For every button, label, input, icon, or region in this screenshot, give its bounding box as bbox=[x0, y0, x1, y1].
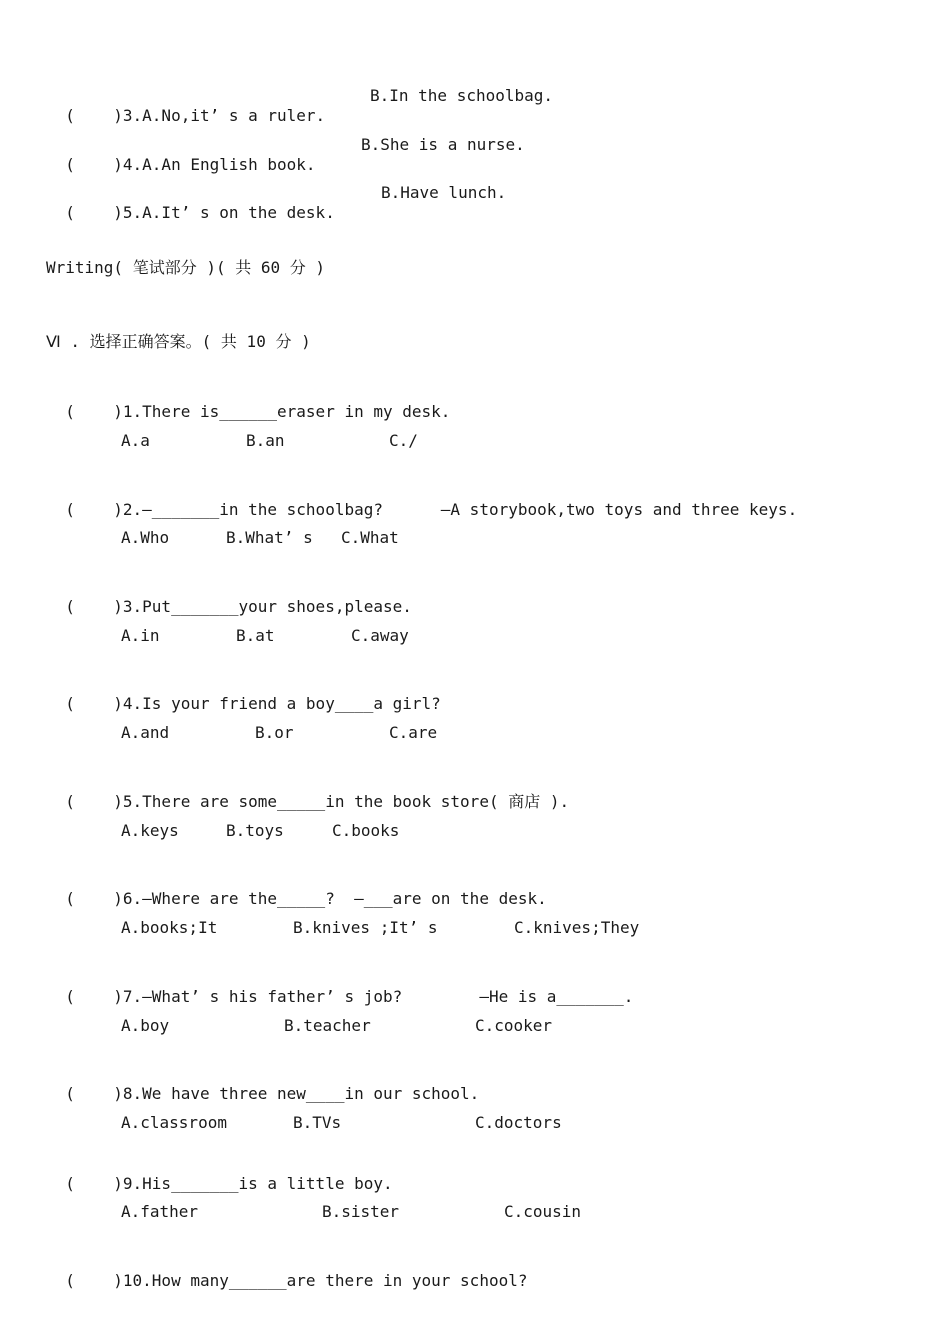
listening-item-3 bbox=[46, 86, 325, 126]
answer-paren: ( bbox=[65, 792, 75, 811]
q2-option-b: B.What’ s bbox=[226, 528, 313, 547]
question-stem: )5.There are some_____in the book store( 商店 ). bbox=[113, 792, 570, 811]
question-stem: )3.Put_______your shoes,please. bbox=[113, 597, 412, 616]
answer-paren: ( bbox=[65, 694, 75, 713]
question-3 bbox=[46, 577, 412, 617]
answer-paren: ( bbox=[65, 402, 75, 421]
q2-option-a: A.Who bbox=[121, 528, 170, 547]
q7-option-c: C.cooker bbox=[475, 1016, 553, 1035]
question-5 bbox=[46, 772, 569, 812]
section-6-header: Ⅵ . 选择正确答案。( 共 10 分 ) bbox=[46, 332, 311, 351]
q8-option-a: A.classroom bbox=[121, 1113, 227, 1132]
answer-paren: ( bbox=[65, 889, 75, 908]
answer-paren: ( bbox=[65, 1271, 75, 1290]
q6-option-a: A.books;It bbox=[121, 918, 218, 937]
q9-option-a: A.father bbox=[121, 1202, 199, 1221]
listening-item-4-option-b: B.She is a nurse. bbox=[361, 135, 525, 154]
question-6 bbox=[46, 869, 547, 909]
answer-paren: ( bbox=[65, 500, 75, 519]
q5-option-c: C.books bbox=[332, 821, 400, 840]
q5-option-a: A.keys bbox=[121, 821, 179, 840]
answer-paren: ( bbox=[65, 597, 75, 616]
q7-option-a: A.boy bbox=[121, 1016, 170, 1035]
question-4 bbox=[46, 674, 441, 714]
question-2 bbox=[46, 480, 797, 520]
listening-item-5 bbox=[46, 183, 335, 223]
q7-option-b: B.teacher bbox=[284, 1016, 371, 1035]
item-stem: )4.A.An English book. bbox=[113, 155, 316, 174]
q9-option-b: B.sister bbox=[322, 1202, 400, 1221]
q5-option-b: B.toys bbox=[226, 821, 284, 840]
question-stem: )6.—Where are the_____? —___are on the desk. bbox=[113, 889, 547, 908]
question-1 bbox=[46, 382, 450, 422]
question-stem: )9.His_______is a little boy. bbox=[113, 1174, 393, 1193]
question-10 bbox=[46, 1251, 527, 1291]
q3-option-b: B.at bbox=[236, 626, 275, 645]
q3-option-a: A.in bbox=[121, 626, 160, 645]
q9-option-c: C.cousin bbox=[504, 1202, 582, 1221]
q1-option-b: B.an bbox=[246, 431, 285, 450]
q6-option-c: C.knives;They bbox=[514, 918, 640, 937]
q6-option-b: B.knives ;It’ s bbox=[293, 918, 438, 937]
answer-paren: ( bbox=[65, 1174, 75, 1193]
question-stem: )7.—What’ s his father’ s job? —He is a_______. bbox=[113, 987, 634, 1006]
listening-item-5-option-b: B.Have lunch. bbox=[381, 183, 507, 202]
q3-option-c: C.away bbox=[351, 626, 409, 645]
question-stem: )2.—_______in the schoolbag? —A storybook,two toys and three keys. bbox=[113, 500, 798, 519]
listening-item-4 bbox=[46, 135, 316, 175]
answer-paren: ( bbox=[65, 106, 75, 125]
question-8 bbox=[46, 1064, 479, 1104]
q1-option-a: A.a bbox=[121, 431, 150, 450]
answer-paren: ( bbox=[65, 203, 75, 222]
question-7 bbox=[46, 967, 633, 1007]
question-stem: )8.We have three new____in our school. bbox=[113, 1084, 480, 1103]
writing-header: Writing( 笔试部分 )( 共 60 分 ) bbox=[46, 258, 326, 277]
q4-option-c: C.are bbox=[389, 723, 438, 742]
answer-paren: ( bbox=[65, 987, 75, 1006]
q4-option-a: A.and bbox=[121, 723, 170, 742]
q8-option-b: B.TVs bbox=[293, 1113, 342, 1132]
item-stem: )3.A.No,it’ s a ruler. bbox=[113, 106, 326, 125]
question-stem: )1.There is______eraser in my desk. bbox=[113, 402, 451, 421]
question-9 bbox=[46, 1154, 393, 1194]
q8-option-c: C.doctors bbox=[475, 1113, 562, 1132]
listening-item-3-option-b: B.In the schoolbag. bbox=[370, 86, 554, 105]
q1-option-c: C./ bbox=[389, 431, 418, 450]
answer-paren: ( bbox=[65, 155, 75, 174]
answer-paren: ( bbox=[65, 1084, 75, 1103]
question-stem: )10.How many______are there in your school? bbox=[113, 1271, 528, 1290]
q2-option-c: C.What bbox=[341, 528, 399, 547]
q4-option-b: B.or bbox=[255, 723, 294, 742]
item-stem: )5.A.It’ s on the desk. bbox=[113, 203, 335, 222]
question-stem: )4.Is your friend a boy____a girl? bbox=[113, 694, 441, 713]
